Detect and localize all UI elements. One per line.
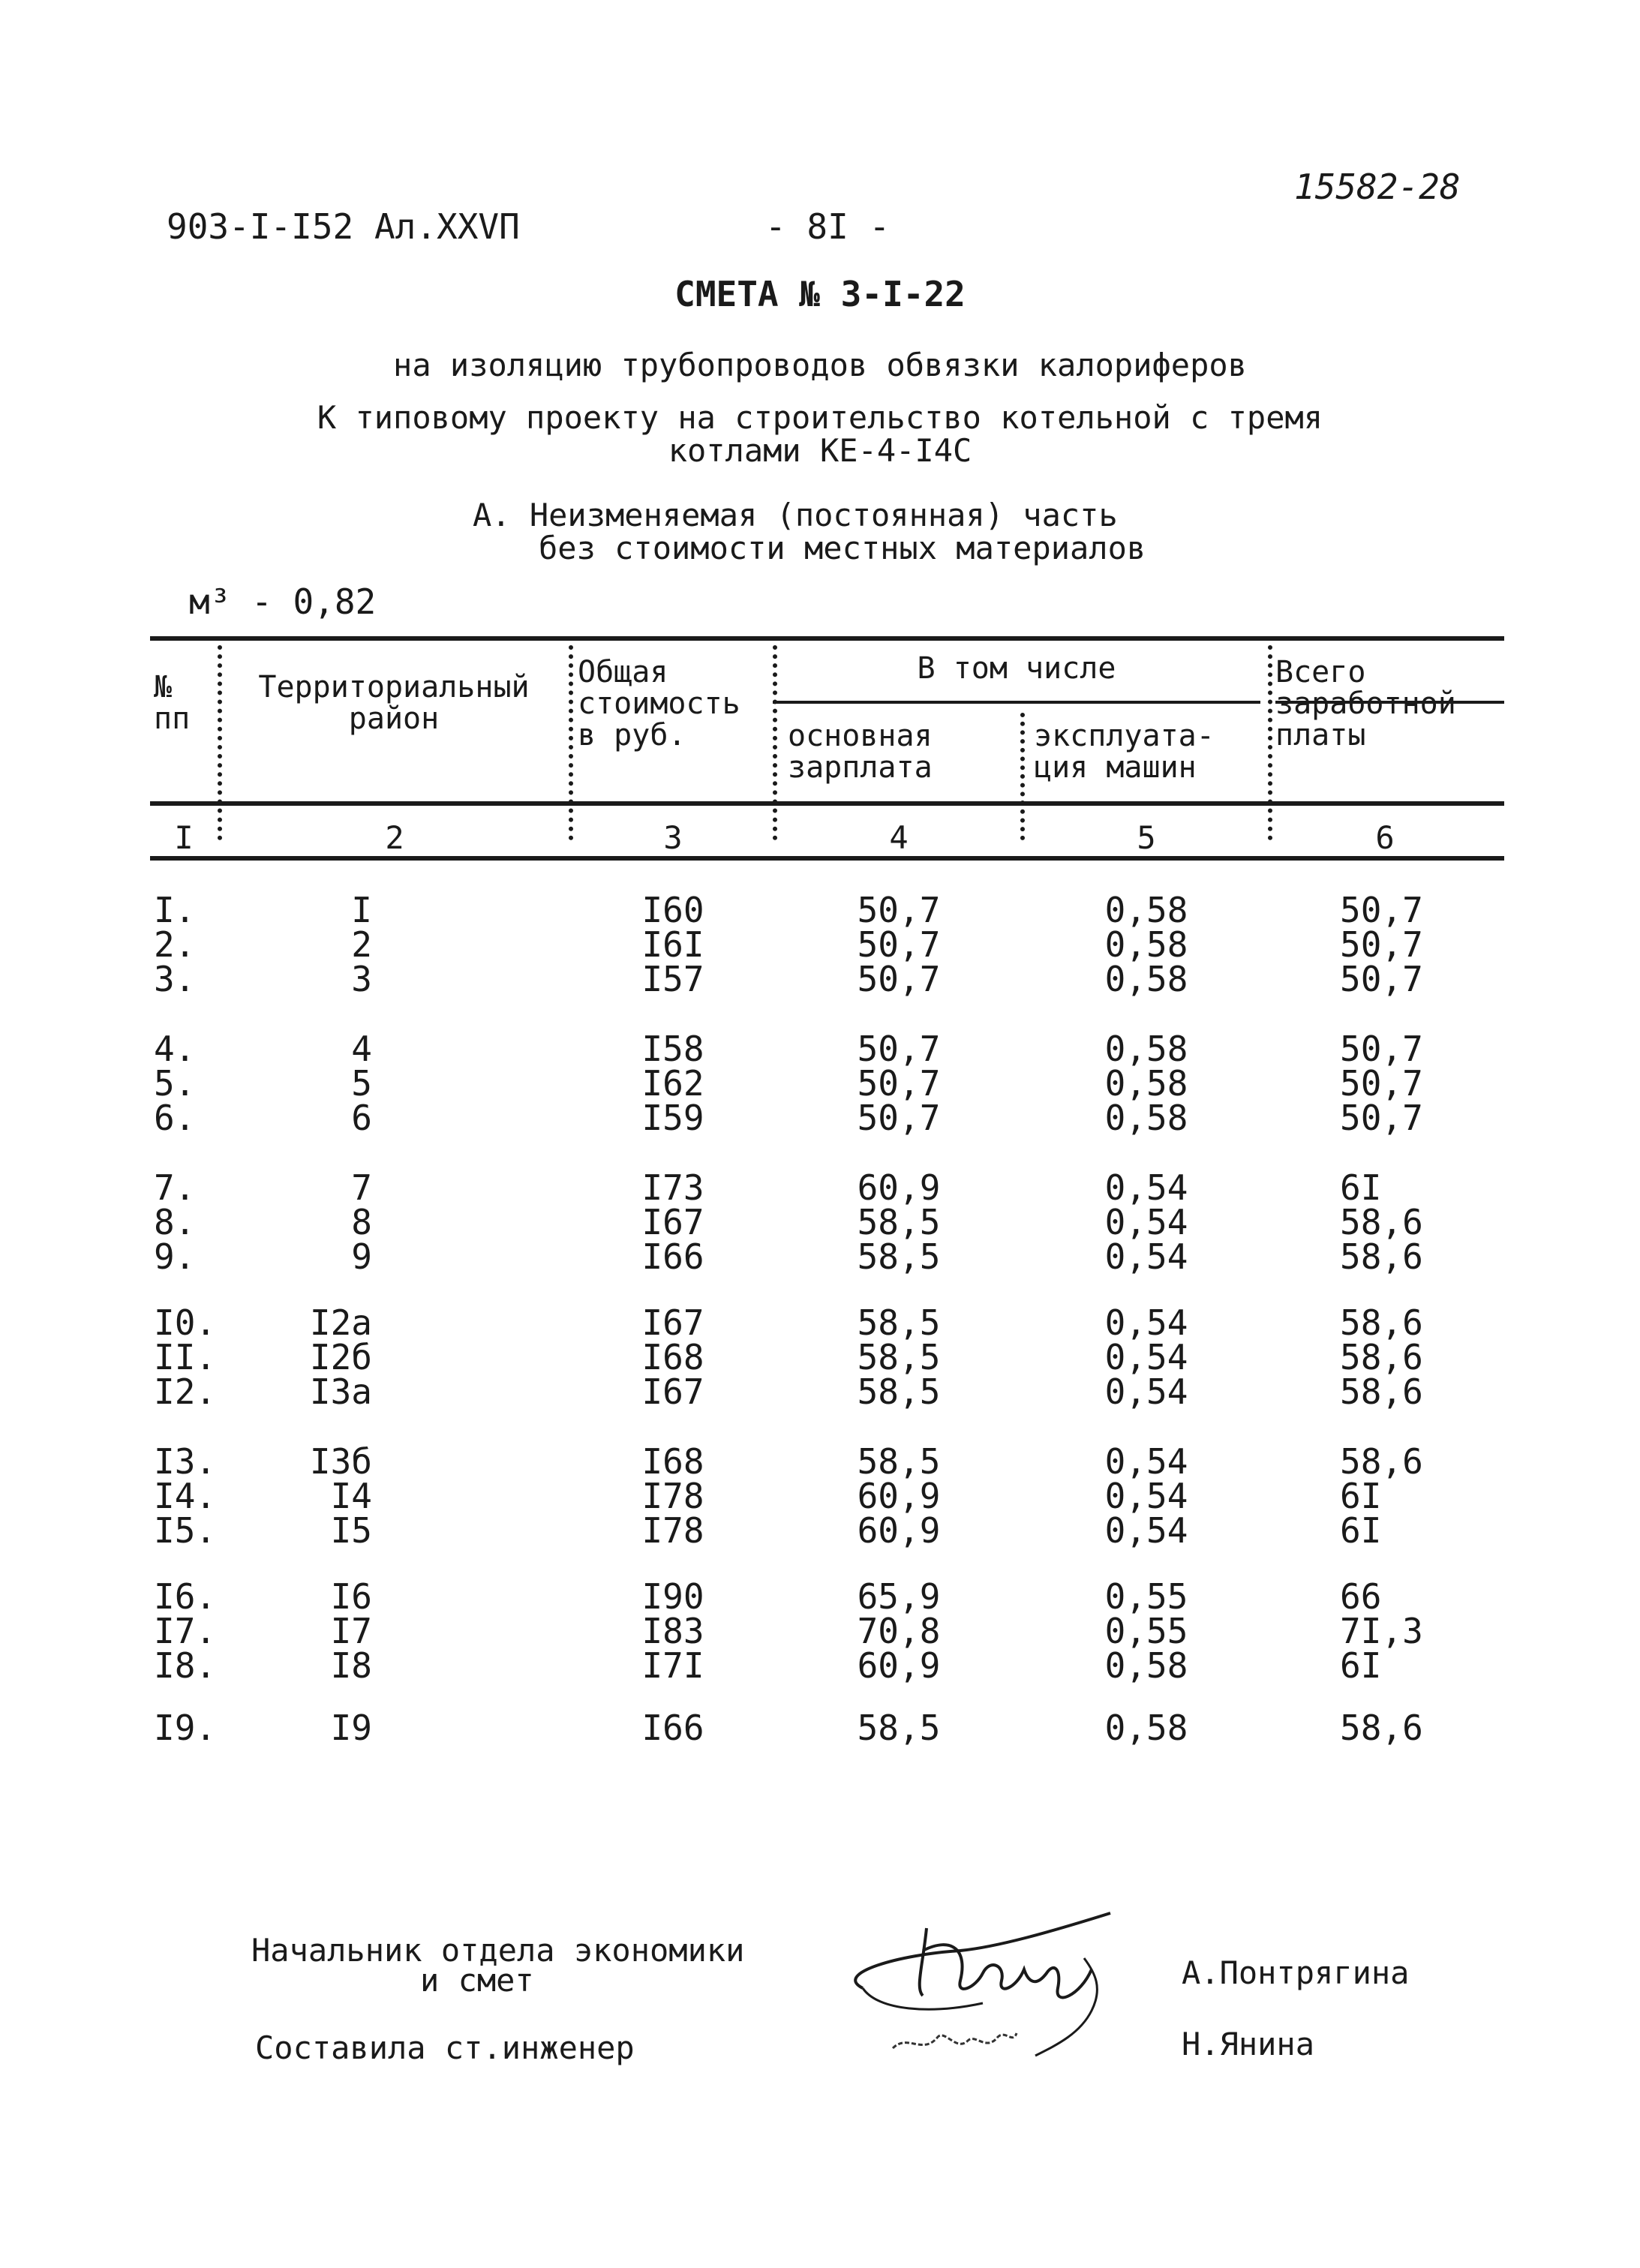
cell-number: 8.	[154, 1202, 196, 1242]
cell-base-wage: 50,7	[857, 924, 941, 965]
cell-total-wage: 66	[1340, 1576, 1382, 1617]
cell-machine-use: 0,54	[1104, 1476, 1188, 1516]
cell-total-wage: 50,7	[1340, 1029, 1423, 1069]
cell-total-wage: 6I	[1340, 1167, 1382, 1208]
cell-region: 8	[351, 1202, 372, 1242]
subtitle-line-1: на изоляцию трубопроводов обвязки калориферов	[393, 347, 1247, 383]
cell-region: I2а	[309, 1302, 372, 1343]
cell-region: I6	[330, 1576, 372, 1617]
cell-number: I9.	[154, 1708, 217, 1748]
cell-region: I4	[330, 1476, 372, 1516]
cell-number: I7.	[154, 1611, 217, 1651]
cell-base-wage: 50,7	[857, 1063, 941, 1104]
cell-machine-use: 0,54	[1104, 1441, 1188, 1482]
cell-base-wage: 70,8	[857, 1611, 941, 1651]
cell-base-wage: 65,9	[857, 1576, 941, 1617]
cell-number: 2.	[154, 924, 196, 965]
cell-region: I3а	[309, 1371, 372, 1412]
cell-number: I5.	[154, 1510, 217, 1551]
cell-machine-use: 0,58	[1104, 959, 1188, 999]
cell-machine-use: 0,58	[1104, 1063, 1188, 1104]
cell-total-cost: I67	[641, 1302, 704, 1343]
cell-base-wage: 58,5	[857, 1708, 941, 1748]
cell-total-wage: 58,6	[1340, 1236, 1423, 1277]
column-number: I	[174, 819, 194, 856]
cell-region: I7	[330, 1611, 372, 1651]
signer-role-2: Составила ст.инженер	[255, 2029, 635, 2066]
cell-number: II.	[154, 1337, 217, 1377]
signer-role-1-cont: и смет	[420, 1962, 534, 1999]
cell-base-wage: 58,5	[857, 1202, 941, 1242]
cell-total-cost: I78	[641, 1476, 704, 1516]
cell-total-cost: I62	[641, 1063, 704, 1104]
section-line-2: без стоимости местных материалов	[539, 530, 1146, 566]
subtitle-line-2: К типовому проекту на строительство котельной с тремя	[317, 399, 1323, 436]
cell-machine-use: 0,54	[1104, 1337, 1188, 1377]
cell-region: 2	[351, 924, 372, 965]
cell-total-wage: 6I	[1340, 1476, 1382, 1516]
cell-total-cost: I78	[641, 1510, 704, 1551]
cell-total-wage: 50,7	[1340, 890, 1423, 930]
subtitle-line-3: котлами КЕ-4-I4С	[668, 432, 972, 469]
col-divider	[1268, 645, 1272, 840]
volume-unit: м³ - 0,82	[189, 581, 377, 622]
cell-total-wage: 6I	[1340, 1645, 1382, 1686]
cell-number: I4.	[154, 1476, 217, 1516]
cell-total-cost: I66	[641, 1236, 704, 1277]
col-divider	[569, 645, 573, 840]
cell-region: 6	[351, 1098, 372, 1138]
cell-number: I6.	[154, 1576, 217, 1617]
header-machine-use: эксплуата- ция машин	[1034, 719, 1215, 785]
signer-role-1: Начальник отдела экономики	[251, 1932, 745, 1969]
cell-region: I8	[330, 1645, 372, 1686]
cell-region: 7	[351, 1167, 372, 1208]
header-number: № пп	[154, 670, 191, 736]
cell-region: I	[351, 890, 372, 930]
cell-total-cost: I67	[641, 1202, 704, 1242]
cell-machine-use: 0,54	[1104, 1202, 1188, 1242]
header-including: В том числе	[917, 651, 1116, 686]
cell-region: I9	[330, 1708, 372, 1748]
cell-base-wage: 50,7	[857, 959, 941, 999]
header-bottom-rule	[150, 801, 1504, 806]
column-number: 3	[663, 819, 683, 856]
cell-total-wage: 6I	[1340, 1510, 1382, 1551]
cell-base-wage: 50,7	[857, 1098, 941, 1138]
cell-machine-use: 0,58	[1104, 924, 1188, 965]
cell-total-wage: 58,6	[1340, 1708, 1423, 1748]
cell-total-cost: I67	[641, 1371, 704, 1412]
cell-base-wage: 58,5	[857, 1371, 941, 1412]
cell-total-cost: I66	[641, 1708, 704, 1748]
cell-total-wage: 50,7	[1340, 959, 1423, 999]
cell-total-cost: I90	[641, 1576, 704, 1617]
cell-total-wage: 58,6	[1340, 1337, 1423, 1377]
cell-region: 5	[351, 1063, 372, 1104]
cell-number: I8.	[154, 1645, 217, 1686]
header-total-wage: Всего заработной платы	[1275, 655, 1456, 752]
document-code: 903-I-I52 Ал.XXVП	[167, 206, 520, 247]
header-base-wage: основная зарплата	[788, 719, 933, 785]
cell-total-cost: I7I	[641, 1645, 704, 1686]
cell-total-cost: I59	[641, 1098, 704, 1138]
cell-total-cost: I60	[641, 890, 704, 930]
header-region: Территориальный район	[258, 670, 530, 736]
cell-machine-use: 0,58	[1104, 1098, 1188, 1138]
handwritten-signature-2	[885, 2011, 1035, 2071]
cell-base-wage: 60,9	[857, 1476, 941, 1516]
cell-number: 7.	[154, 1167, 196, 1208]
cell-base-wage: 60,9	[857, 1167, 941, 1208]
cell-region: I3б	[309, 1441, 372, 1482]
cell-base-wage: 58,5	[857, 1337, 941, 1377]
column-number: 2	[385, 819, 404, 856]
column-number: 5	[1137, 819, 1156, 856]
col-divider	[218, 645, 222, 840]
cell-machine-use: 0,54	[1104, 1510, 1188, 1551]
cell-total-wage: 7I,3	[1340, 1611, 1423, 1651]
cell-machine-use: 0,54	[1104, 1371, 1188, 1412]
cell-machine-use: 0,58	[1104, 1708, 1188, 1748]
cell-total-wage: 50,7	[1340, 1063, 1423, 1104]
cell-base-wage: 60,9	[857, 1645, 941, 1686]
col-divider	[773, 645, 777, 840]
cell-total-cost: I57	[641, 959, 704, 999]
column-number: 4	[889, 819, 909, 856]
cell-total-cost: I68	[641, 1337, 704, 1377]
cell-total-wage: 50,7	[1340, 1098, 1423, 1138]
signer-name-2: Н.Янина	[1182, 2026, 1315, 2062]
section-line-1: А. Неизменяемая (постоянная) часть	[473, 497, 1118, 533]
cell-base-wage: 50,7	[857, 1029, 941, 1069]
cell-total-wage: 58,6	[1340, 1202, 1423, 1242]
cell-number: 6.	[154, 1098, 196, 1138]
cell-total-cost: I58	[641, 1029, 704, 1069]
cell-number: 3.	[154, 959, 196, 999]
cell-base-wage: 58,5	[857, 1236, 941, 1277]
cell-region: 4	[351, 1029, 372, 1069]
cell-total-wage: 58,6	[1340, 1371, 1423, 1412]
estimate-title: СМЕТА № 3-I-22	[674, 274, 966, 314]
cell-total-cost: I6I	[641, 924, 704, 965]
cell-number: 9.	[154, 1236, 196, 1277]
cell-total-wage: 58,6	[1340, 1441, 1423, 1482]
cell-machine-use: 0,54	[1104, 1167, 1188, 1208]
column-number: 6	[1375, 819, 1395, 856]
table-top-rule	[150, 636, 1504, 641]
cell-number: I.	[154, 890, 196, 930]
cell-number: I0.	[154, 1302, 217, 1343]
cell-number: 4.	[154, 1029, 196, 1069]
cell-total-cost: I73	[641, 1167, 704, 1208]
cell-machine-use: 0,54	[1104, 1236, 1188, 1277]
cell-machine-use: 0,55	[1104, 1576, 1188, 1617]
archive-stamp: 15582-28	[1294, 167, 1461, 207]
cell-number: 5.	[154, 1063, 196, 1104]
cell-machine-use: 0,58	[1104, 1029, 1188, 1069]
cell-region: 9	[351, 1236, 372, 1277]
cell-base-wage: 60,9	[857, 1510, 941, 1551]
cell-machine-use: 0,58	[1104, 890, 1188, 930]
cell-region: 3	[351, 959, 372, 999]
cell-region: I5	[330, 1510, 372, 1551]
cell-base-wage: 50,7	[857, 890, 941, 930]
cell-total-cost: I83	[641, 1611, 704, 1651]
cell-machine-use: 0,54	[1104, 1302, 1188, 1343]
header-total-cost: Общая стоимость в руб.	[578, 655, 740, 752]
cell-total-wage: 58,6	[1340, 1302, 1423, 1343]
cell-region: I2б	[309, 1337, 372, 1377]
cell-base-wage: 58,5	[857, 1302, 941, 1343]
page-number: - 8I -	[765, 206, 891, 247]
cell-total-wage: 50,7	[1340, 924, 1423, 965]
signer-name-1: А.Понтрягина	[1182, 1954, 1410, 1991]
subheader-rule	[773, 701, 1260, 704]
cell-number: I3.	[154, 1441, 217, 1482]
cell-machine-use: 0,55	[1104, 1611, 1188, 1651]
column-number-rule	[150, 856, 1504, 861]
cell-total-cost: I68	[641, 1441, 704, 1482]
cell-base-wage: 58,5	[857, 1441, 941, 1482]
cell-machine-use: 0,58	[1104, 1645, 1188, 1686]
cell-number: I2.	[154, 1371, 217, 1412]
